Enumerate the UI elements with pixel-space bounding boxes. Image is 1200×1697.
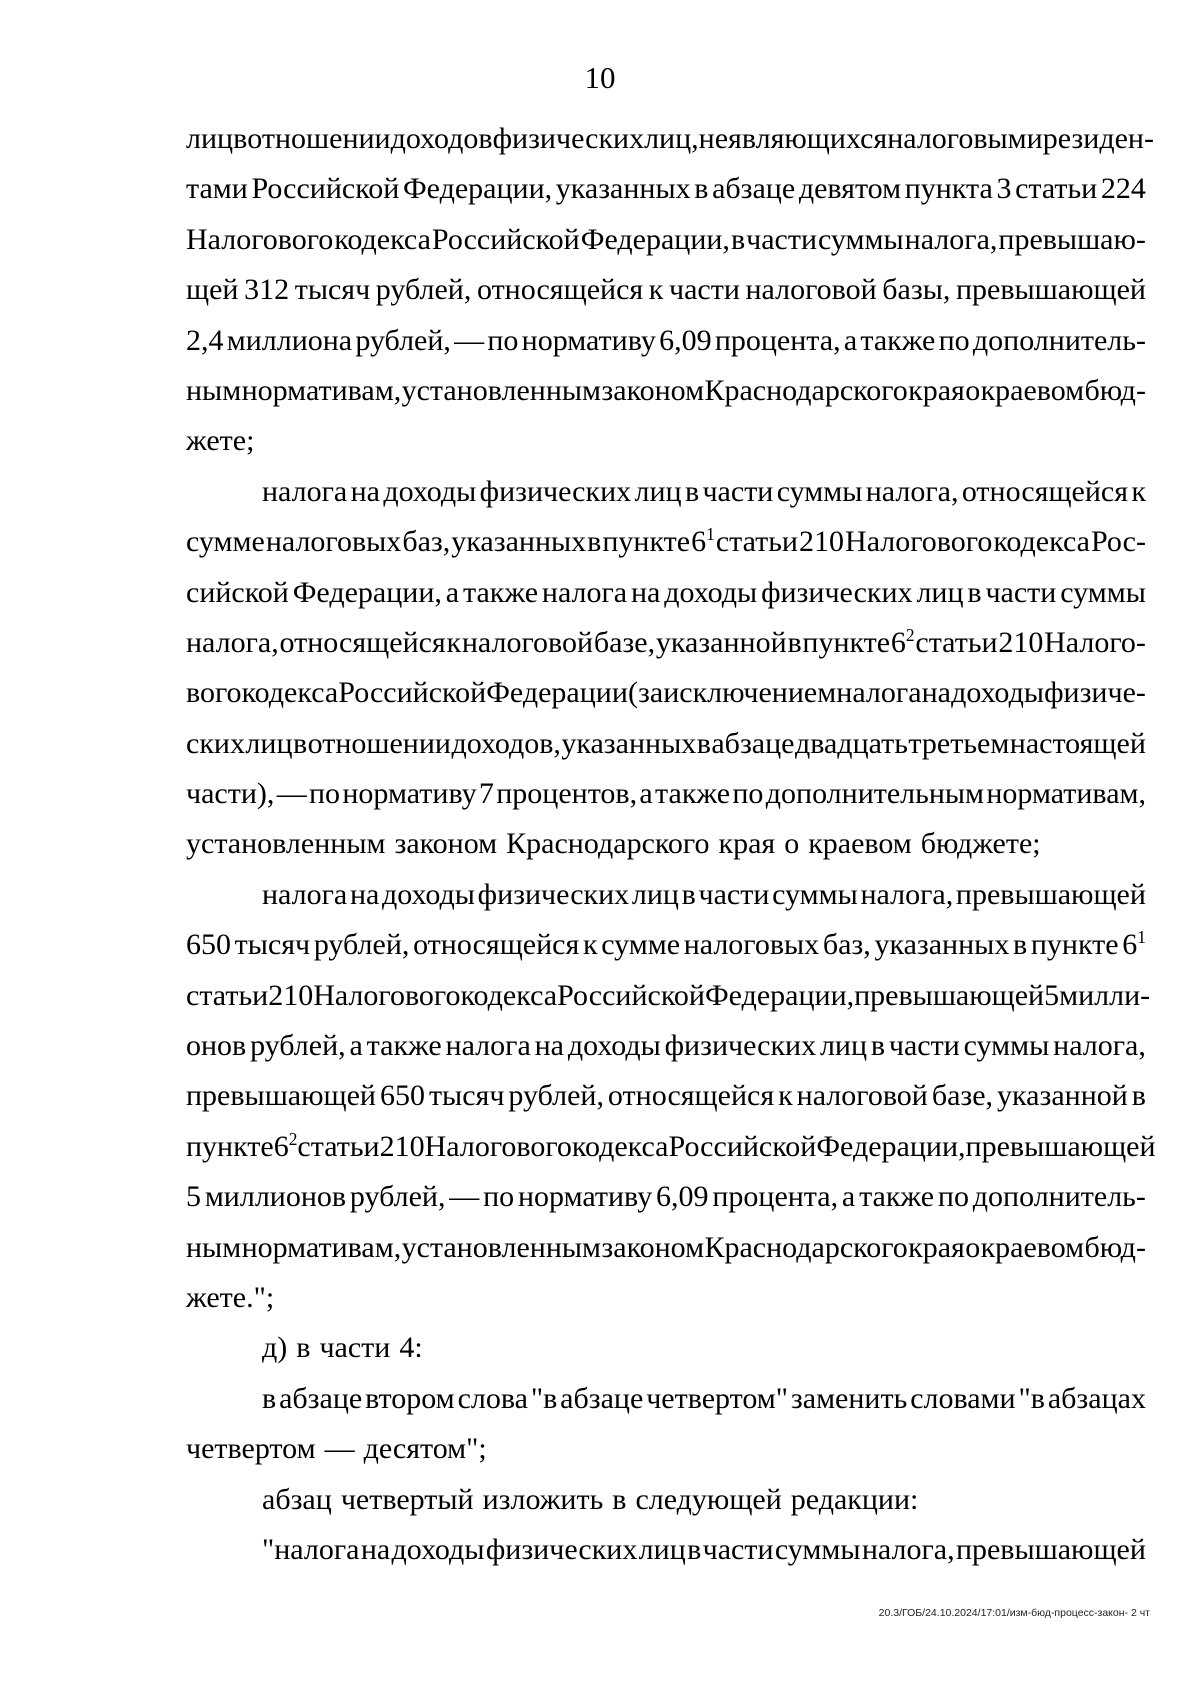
- text-line: части), — по нормативу 7 процентов, а также по дополнительным нормативам,: [186, 777, 1146, 811]
- text-line: жете.";: [186, 1280, 275, 1314]
- text-line: превышающей 650 тысяч рублей, относящейся к налоговой базе, указанной в: [186, 1079, 1146, 1113]
- document-body: [186, 114, 1156, 1575]
- text-line: сийской Федерации, а также налога на доходы физических лиц в части суммы: [186, 575, 1146, 609]
- text-line: в абзаце втором слова "в абзаце четвертом" заменить словами "в абзацах: [262, 1381, 1146, 1415]
- text-line: онов рублей, а также налога на доходы физических лиц в части суммы налога,: [186, 1029, 1146, 1063]
- text-line: тами Российской Федерации, указанных в абзаце девятом пункта 3 статьи 224: [186, 172, 1146, 206]
- text-line: налога, относящейся к налоговой базе, указанной в пункте $6^2$ статьи 210 Налого-: [186, 624, 1146, 659]
- text-line: д) в части 4:: [262, 1331, 423, 1365]
- text-line: 650 тысяч рублей, относящейся к сумме налоговых баз, указанных в пункте $6^1$: [186, 927, 1146, 962]
- text-line: щей 312 тысяч рублей, относящейся к части налоговой базы, превышающей: [186, 273, 1146, 307]
- text-line: ских лиц в отношении доходов, указанных в абзаце двадцать третьем настоящей: [186, 726, 1146, 760]
- text-line: Налогового кодекса Российской Федерации, в части суммы налога, превышаю-: [186, 222, 1146, 256]
- text-line: 5 миллионов рублей, — по нормативу 6,09 процента, а также по дополнитель-: [186, 1180, 1146, 1214]
- text-line: "налога на доходы физических лиц в части суммы налога, превышающей: [262, 1532, 1146, 1566]
- text-line: налога на доходы физических лиц в части суммы налога, относящейся к: [262, 474, 1146, 508]
- text-line: жете;: [186, 424, 255, 458]
- text-line: налога на доходы физических лиц в части суммы налога, превышающей: [262, 877, 1146, 911]
- text-line: установленным законом Краснодарского края о краевом бюджете;: [186, 827, 1041, 861]
- text-line: абзац четвертый изложить в следующей редакции:: [262, 1482, 919, 1516]
- text-line: ным нормативам, установленным законом Краснодарского края о краевом бюд-: [186, 373, 1146, 407]
- text-line: вого кодекса Российской Федерации (за исключением налога на доходы физиче-: [186, 676, 1146, 710]
- text-line: 2,4 миллиона рублей, — по нормативу 6,09 процента, а также по дополнитель-: [186, 323, 1146, 357]
- text-line: статьи 210 Налогового кодекса Российской Федерации, превышающей 5 милли-: [186, 978, 1151, 1012]
- text-line: лиц в отношении доходов физических лиц, не являющихся налоговыми резиден-: [186, 122, 1154, 155]
- text-line: четвертом — десятом";: [186, 1432, 487, 1466]
- text-line: ным нормативам, установленным законом Краснодарского края о краевом бюд-: [186, 1230, 1146, 1264]
- text-line: пункте $6^2$ статьи 210 Налогового кодекса Российской Федерации, превышающей: [186, 1128, 1156, 1163]
- document-footer-code: 20.3/ГОБ/24.10.2024/17:01/изм-бюд-процесс-закон- 2 чт: [878, 1607, 1150, 1619]
- page-number: 10: [584, 60, 616, 95]
- text-line: сумме налоговых баз, указанных в пункте $6^1$ статьи 210 Налогового кодекса Рос-: [186, 524, 1146, 559]
